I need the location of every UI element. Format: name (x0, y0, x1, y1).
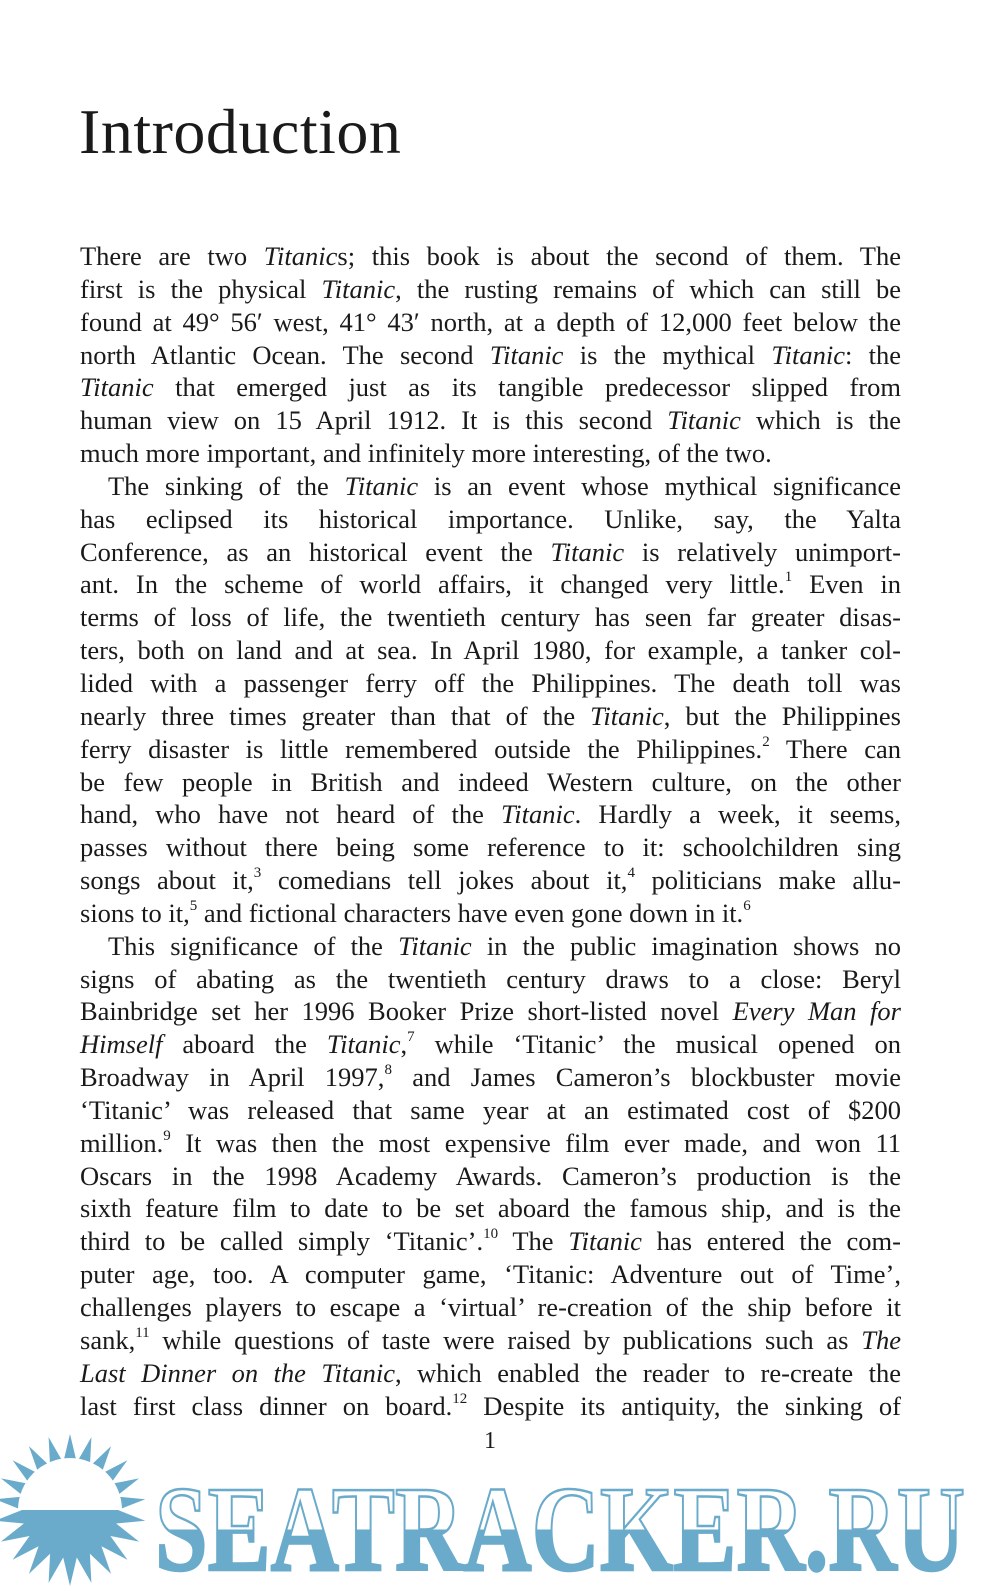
text-line (80, 1291, 901, 1324)
text-run: Even in (792, 569, 901, 600)
footnote-ref: 6 (743, 897, 751, 914)
text-run: be few people in British and indeed Western culture, on the other (80, 766, 901, 797)
text-line (80, 733, 901, 766)
footnote-ref: 1 (784, 569, 793, 586)
text-line (80, 864, 901, 897)
italic-text: Every Man for (732, 996, 901, 1027)
text-run: aboard the (162, 1029, 327, 1060)
text-run: while ‘Titanic’ the musical opened on (414, 1029, 901, 1060)
text-run: is the mythical (563, 339, 772, 370)
text-run: sixth feature film to date to be set aboard the famous ship, and is the (80, 1193, 901, 1224)
footnote-ref: 10 (483, 1226, 499, 1243)
text-line (80, 339, 901, 372)
text-run: north Atlantic Ocean. The second (80, 339, 490, 370)
sun-over-sea-icon (0, 1434, 145, 1586)
italic-text: Titanic (550, 536, 625, 567)
text-line (80, 831, 901, 864)
text-line (80, 437, 901, 470)
italic-text: Titanic (398, 930, 472, 961)
text-line (80, 798, 901, 831)
text-run: while questions of taste were raised by publications such as (149, 1324, 862, 1355)
text-run: ters, both on land and at sea. In April 1980, for example, a tanker col- (80, 635, 901, 666)
text-run: hand, who have not heard of the (80, 799, 501, 830)
text-run: Oscars in the 1998 Academy Awards. Cameron’s production is the (80, 1160, 901, 1191)
italic-text: Last Dinner on the Titanic (80, 1357, 395, 1388)
text-line (80, 1028, 901, 1061)
text-run: politicians make allu- (634, 865, 901, 896)
text-line (80, 667, 901, 700)
text-run: which is the (740, 405, 901, 436)
italic-text: Titanic (321, 273, 396, 304)
text-run: passes without there being some reference to it: schoolchildren sing (80, 832, 901, 863)
italic-text: The (861, 1324, 901, 1355)
footnote-ref: 7 (407, 1029, 415, 1046)
italic-text: Titanic (501, 799, 575, 830)
text-line (80, 995, 901, 1028)
text-line (80, 1192, 901, 1225)
text-run: terms of loss of life, the twentieth century has seen far greater disas- (80, 602, 901, 633)
text-run: is relatively unimport- (624, 536, 901, 567)
text-run: and James Cameron’s blockbuster movie (391, 1062, 901, 1093)
italic-text: Titanic (667, 405, 741, 436)
text-line (80, 503, 901, 536)
text-line (80, 568, 901, 601)
footnote-ref: 5 (189, 897, 198, 914)
italic-text: Titanic (489, 339, 564, 370)
text-run: last first class dinner on board. (80, 1390, 453, 1421)
text-line (80, 371, 901, 404)
text-run: sions to it, (80, 897, 190, 928)
watermark-logo (0, 1428, 993, 1591)
text-line (80, 1390, 901, 1423)
text-run: , the rusting remains of which can still be (395, 273, 901, 304)
text-run: sank, (80, 1324, 136, 1355)
text-run: songs about it, (80, 865, 254, 896)
text-run: Despite its antiquity, the sinking of (467, 1390, 901, 1421)
text-run: much more important, and infinitely more interesting, of the two. (80, 438, 772, 469)
text-run: It was then the most expensive film ever made, and won 11 (170, 1127, 901, 1158)
italic-text: Titanic (590, 700, 664, 731)
italic-text: Titanic (771, 339, 845, 370)
text-line (80, 1061, 901, 1094)
text-run: and fictional characters have even gone down in it. (197, 897, 744, 928)
text-run: in the public imagination shows no (471, 930, 901, 961)
text-run: found at 49° 56′ west, 41° 43′ north, at a depth of 12,000 feet below the (80, 306, 901, 337)
text-run: s; this book is about the second of them. The (337, 241, 901, 271)
text-line (80, 700, 901, 733)
text-run: The (498, 1226, 569, 1257)
text-line (80, 536, 901, 569)
text-run: ant. In the scheme of world affairs, it changed very little. (80, 569, 785, 600)
text-run: human view on 15 April 1912. It is this second (80, 405, 668, 436)
text-run: There can (769, 733, 901, 764)
italic-text: Titanic (326, 1029, 401, 1060)
text-line (80, 273, 901, 306)
text-run: is an event whose mythical significance (418, 470, 901, 501)
text-run: ‘Titanic’ was released that same year at an estimated cost of $200 (80, 1094, 901, 1125)
body-text (80, 240, 901, 1422)
text-run: Bainbridge set her 1996 Booker Prize short-listed novel (80, 996, 733, 1027)
text-line (80, 1094, 901, 1127)
footnote-ref: 12 (452, 1390, 468, 1407)
text-run: million. (80, 1127, 164, 1158)
text-run: There are two (80, 241, 264, 271)
footnote-ref: 3 (253, 865, 262, 882)
text-run: . Hardly a week, it seems, (574, 799, 901, 830)
page-number: 1 (484, 1428, 496, 1454)
text-run: This significance of the (108, 930, 399, 961)
text-line (80, 1225, 901, 1258)
footnote-ref: 2 (762, 733, 770, 750)
italic-text: Titanic (263, 241, 338, 271)
text-run: , which enabled the reader to re-create the (394, 1357, 901, 1388)
chapter-title: Introduction (79, 96, 402, 167)
text-line (80, 404, 901, 437)
text-line (80, 1258, 901, 1291)
italic-text: Titanic (568, 1226, 642, 1257)
footnote-ref: 4 (627, 865, 635, 882)
footnote-ref: 8 (384, 1062, 392, 1079)
text-run: puter age, too. A computer game, ‘Titanic: Adventure out of Time’, (80, 1259, 901, 1290)
text-run: third to be called simply ‘Titanic’. (80, 1226, 484, 1257)
text-line (80, 930, 901, 963)
text-run: : the (844, 339, 901, 370)
text-line (80, 470, 901, 503)
text-line (80, 601, 901, 634)
text-run: challenges players to escape a ‘virtual’ re-creation of the ship before it (80, 1292, 901, 1322)
italic-text: Himself (80, 1029, 163, 1060)
text-run: has eclipsed its historical importance. Unlike, say, the Yalta (80, 503, 901, 534)
text-line (80, 1127, 901, 1160)
text-run: The sinking of the (108, 470, 345, 501)
footnote-ref: 9 (163, 1127, 171, 1144)
text-line (80, 1357, 901, 1390)
text-run: Conference, as an historical event the (80, 536, 551, 567)
text-run: that emerged just as its tangible predecessor slipped from (153, 372, 901, 403)
text-line (80, 1160, 901, 1193)
text-line (80, 963, 901, 996)
text-line (80, 766, 901, 799)
text-run: , but the Philippines (663, 700, 901, 731)
text-run: Broadway in April 1997, (80, 1062, 385, 1093)
text-run: lided with a passenger ferry off the Philippines. The death toll was (80, 667, 901, 698)
text-line (80, 306, 901, 339)
text-line (80, 897, 901, 930)
text-run: first is the physical (80, 273, 322, 304)
watermark-text: SEATRACKER.RU (155, 1462, 965, 1591)
italic-text: Titanic (344, 470, 419, 501)
footnote-ref: 11 (135, 1324, 150, 1341)
text-line (80, 1324, 901, 1357)
text-run: comedians tell jokes about it, (261, 865, 628, 896)
text-run: signs of abating as the twentieth century draws to a close: Beryl (80, 963, 901, 994)
text-run: , (400, 1029, 408, 1060)
text-run: nearly three times greater than that of the (80, 700, 591, 731)
text-line (80, 634, 901, 667)
text-run: has entered the com- (641, 1226, 901, 1257)
text-line (80, 240, 901, 273)
italic-text: Titanic (80, 372, 154, 403)
text-run: ferry disaster is little remembered outside the Philippines. (80, 733, 763, 764)
